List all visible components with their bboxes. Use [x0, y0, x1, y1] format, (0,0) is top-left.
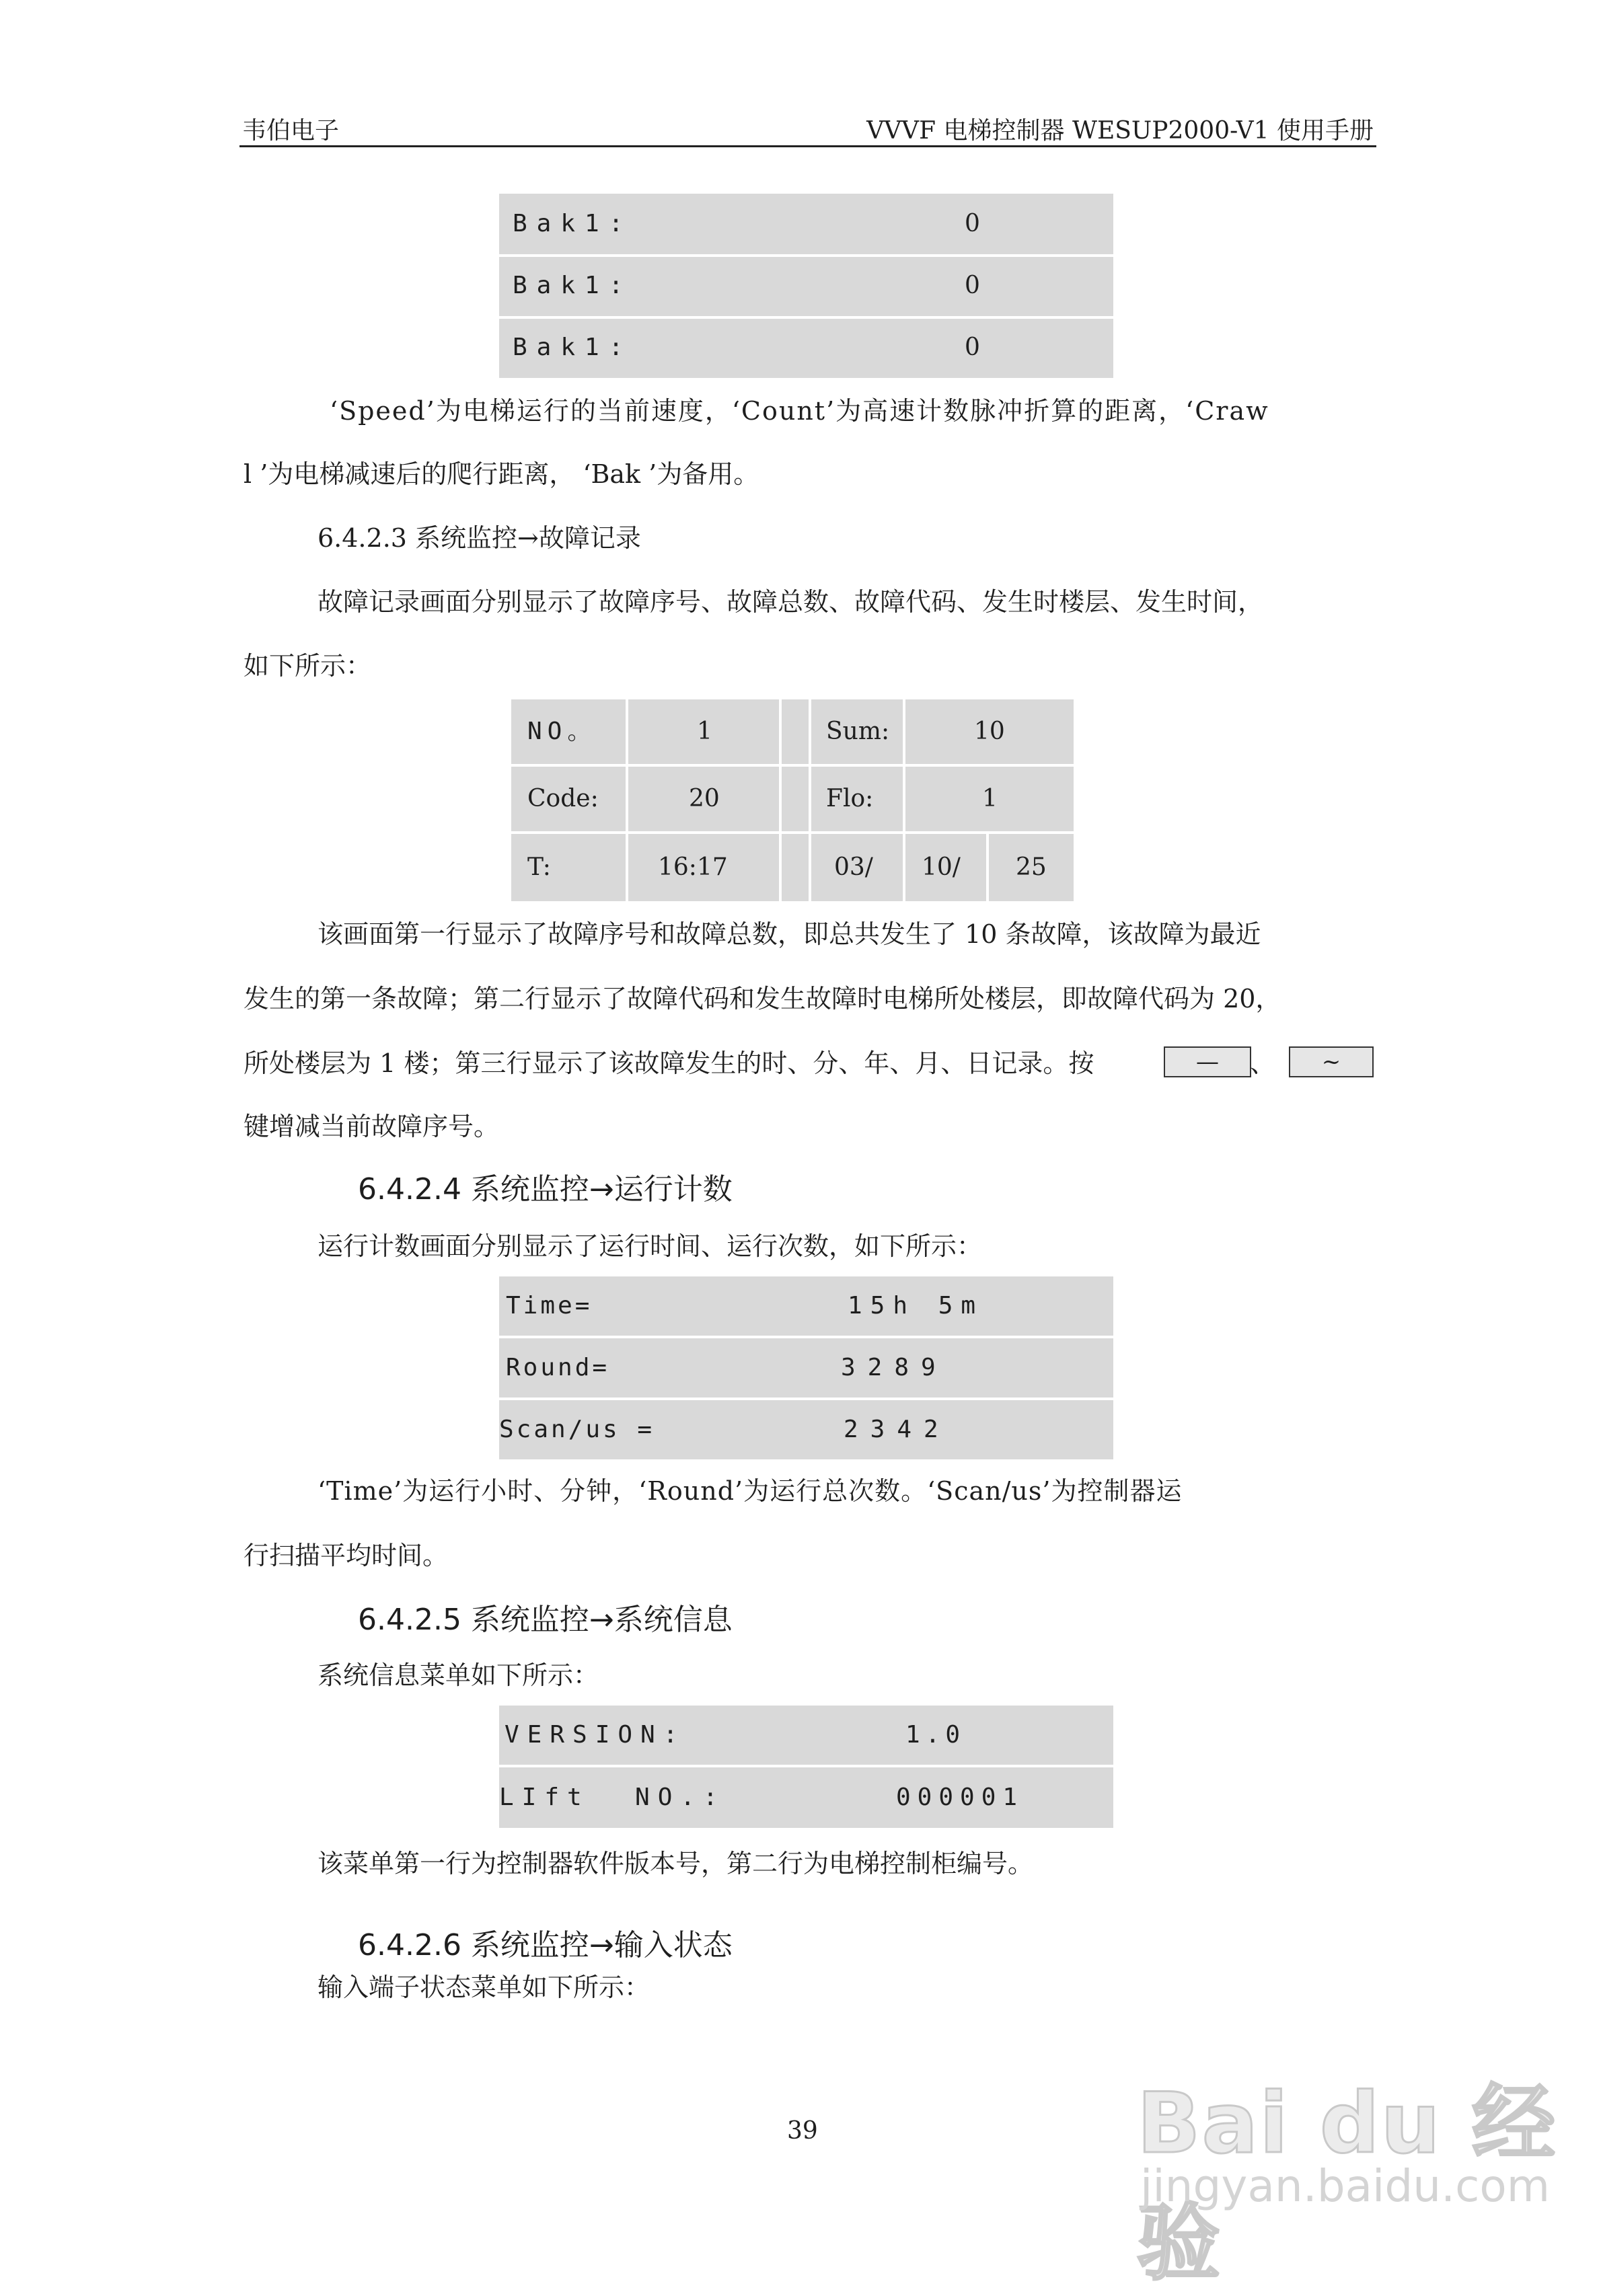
fault-record-table [511, 699, 1074, 901]
fault-code-value: 20 [689, 785, 720, 812]
section-6425-title: 6.4.2.5 系统监控→系统信息 [358, 1603, 733, 1637]
fault-desc-line-1: 该画面第一行显示了故障序号和故障总数，即总共发生了 10 条故障，该故障为最近 [318, 919, 1261, 949]
header-divider [239, 145, 1376, 147]
run-scan-value: 2342 [844, 1416, 951, 1443]
speed-desc-line-2: l ’为电梯减速后的爬行距离， ‘Bak ’为备用。 [244, 459, 759, 489]
key-separator: 、 [1250, 1048, 1276, 1078]
version-label: VERSION: [505, 1721, 686, 1749]
fault-sum-value: 10 [974, 718, 1005, 745]
section-6423-intro-1: 故障记录画面分别显示了故障序号、故障总数、故障代码、发生时楼层、发生时间， [318, 587, 1264, 617]
section-6423-intro-2: 如下所示： [244, 651, 372, 681]
fault-time-value: 16:17 [658, 853, 728, 881]
bak-row-1-value: 0 [965, 210, 980, 237]
baidu-jingyan-watermark-url: jingyan.baidu.com [1140, 2160, 1551, 2212]
fault-floor-value: 1 [982, 785, 998, 812]
fault-sum-label: Sum: [826, 718, 890, 745]
speed-desc-line-1: ‘Speed’为电梯运行的当前速度，‘Count’为高速计数脉冲折算的距离，‘Craw [330, 396, 1269, 426]
run-time-label: Time= [506, 1292, 593, 1319]
fault-no-label: NO。 [527, 718, 597, 745]
lift-no-label: LIft NO.: [499, 1784, 726, 1811]
bak-row-3-label: Bak1: [513, 334, 633, 361]
section-6425-intro: 系统信息菜单如下所示： [318, 1660, 599, 1690]
page-number: 39 [787, 2117, 818, 2145]
bak-row-1-label: Bak1: [513, 210, 633, 237]
bak-row-2-label: Bak1: [513, 272, 633, 299]
run-count-table [499, 1276, 1113, 1459]
fault-desc-line-3: 所处楼层为 1 楼；第三行显示了该故障发生的时、分、年、月、日记录。按 [244, 1048, 1094, 1078]
version-value: 1.0 [905, 1721, 966, 1749]
lift-no-value: 000001 [896, 1784, 1025, 1811]
fault-desc-line-2: 发生的第一条故障；第二行显示了故障代码和发生故障时电梯所处楼层，即故障代码为 20， [244, 984, 1281, 1013]
decrement-key[interactable]: — [1164, 1046, 1251, 1077]
fault-floor-label: Flo: [826, 785, 874, 812]
bak-table [499, 194, 1113, 378]
fault-desc-line-4: 键增减当前故障序号。 [244, 1112, 500, 1141]
section-6424-title: 6.4.2.4 系统监控→运行计数 [358, 1172, 733, 1207]
fault-code-label: Code: [527, 785, 599, 812]
section-6424-intro: 运行计数画面分别显示了运行时间、运行次数，如下所示： [318, 1231, 983, 1261]
fault-month-value: 10/ [922, 853, 961, 881]
fault-day-value: 25 [1016, 853, 1047, 881]
bak-row-2-value: 0 [965, 272, 980, 299]
system-info-table [499, 1706, 1113, 1828]
section-6426-title: 6.4.2.6 系统监控→输入状态 [358, 1928, 733, 1962]
increment-key[interactable]: ~ [1289, 1046, 1374, 1077]
header-right-title: VVVF 电梯控制器 WESUP2000-V1 使用手册 [866, 117, 1374, 145]
section-6426-intro: 输入端子状态菜单如下所示： [318, 1973, 650, 2002]
header-left-title: 韦伯电子 [242, 117, 340, 145]
fault-year-value: 03/ [834, 853, 873, 881]
fault-time-label: T: [527, 853, 551, 881]
run-scan-label: Scan/us = [499, 1416, 655, 1443]
run-desc-line-1: ‘Time’为运行小时、分钟，‘Round’为运行总次数。‘Scan/us’为控制器运 [318, 1476, 1183, 1506]
run-time-value: 15h 5m [848, 1292, 984, 1319]
bak-row-3-value: 0 [965, 334, 980, 361]
system-info-desc: 该菜单第一行为控制器软件版本号，第二行为电梯控制柜编号。 [318, 1849, 1034, 1878]
run-desc-line-2: 行扫描平均时间。 [244, 1541, 449, 1570]
run-round-value: 3289 [841, 1354, 948, 1381]
baidu-jingyan-watermark-logo: Bai du 经验 [1137, 2075, 1557, 2292]
section-6423-title: 6.4.2.3 系统监控→故障记录 [318, 523, 641, 553]
fault-no-value: 1 [697, 718, 712, 745]
run-round-label: Round= [506, 1354, 610, 1381]
